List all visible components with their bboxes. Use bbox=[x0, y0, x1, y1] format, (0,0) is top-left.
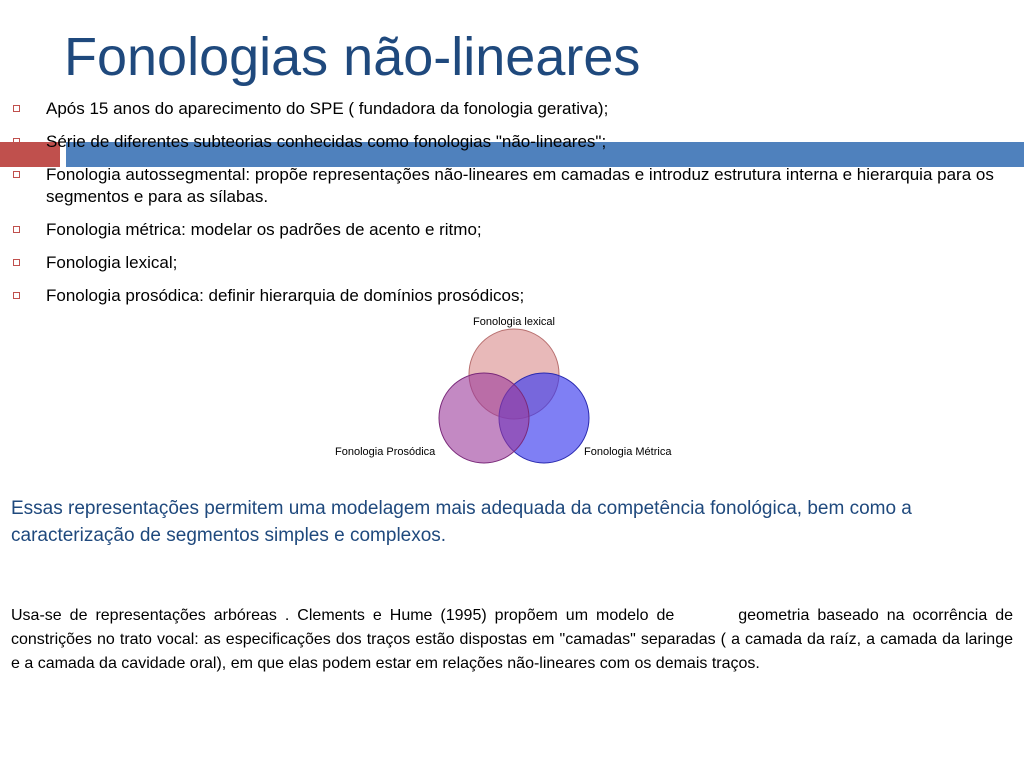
square-bullet-icon bbox=[13, 171, 20, 178]
venn-label-lexical: Fonologia lexical bbox=[473, 316, 555, 328]
bullet-text: Fonologia autossegmental: propõe representações não-lineares em camadas e introduz estrutura interna e hierarquia para os segmentos e para as sílabas. bbox=[46, 165, 994, 206]
bullet-list bbox=[0, 98, 1010, 318]
highlight-note: Essas representações permitem uma modelagem mais adequada da competência fonológica, bem como a caracterização de segmentos simples e complexos. bbox=[11, 498, 912, 546]
bullet-item bbox=[0, 131, 1010, 153]
bullet-item bbox=[0, 285, 1010, 307]
square-bullet-icon bbox=[13, 105, 20, 112]
body-paragraph: Usa-se de representações arbóreas . Clements e Hume (1995) propõem um modelo de geometria baseado na ocorrência de constrições no trato vocal: as especificações dos traços estão dispostas em "camadas" separadas ( a camada da raíz, a camada da laringe e a camada da cavidade oral), em que elas podem estar em relações não-lineares com os demais traços. bbox=[11, 607, 1018, 672]
venn-circle-prosodica bbox=[439, 373, 529, 463]
venn-label-prosodica: Fonologia Prosódica bbox=[335, 446, 436, 458]
bullet-item bbox=[0, 164, 1010, 208]
bullet-text: Fonologia lexical; bbox=[46, 253, 178, 272]
bullet-text: Fonologia prosódica: definir hierarquia de domínios prosódicos; bbox=[46, 286, 525, 305]
square-bullet-icon bbox=[13, 259, 20, 266]
square-bullet-icon bbox=[13, 292, 20, 299]
square-bullet-icon bbox=[13, 226, 20, 233]
venn-label-metrica: Fonologia Métrica bbox=[584, 446, 672, 458]
venn-diagram bbox=[320, 310, 710, 470]
bullet-item bbox=[0, 219, 1010, 241]
bullet-item bbox=[0, 252, 1010, 274]
square-bullet-icon bbox=[13, 138, 20, 145]
bullet-text: Série de diferentes subteorias conhecidas como fonologias "não-lineares"; bbox=[46, 132, 607, 151]
bullet-text: Após 15 anos do aparecimento do SPE ( fundadora da fonologia gerativa); bbox=[46, 99, 609, 118]
slide-title: Fonologias não-lineares bbox=[64, 27, 641, 87]
bullet-item bbox=[0, 98, 1010, 120]
bullet-text: Fonologia métrica: modelar os padrões de acento e ritmo; bbox=[46, 220, 482, 239]
